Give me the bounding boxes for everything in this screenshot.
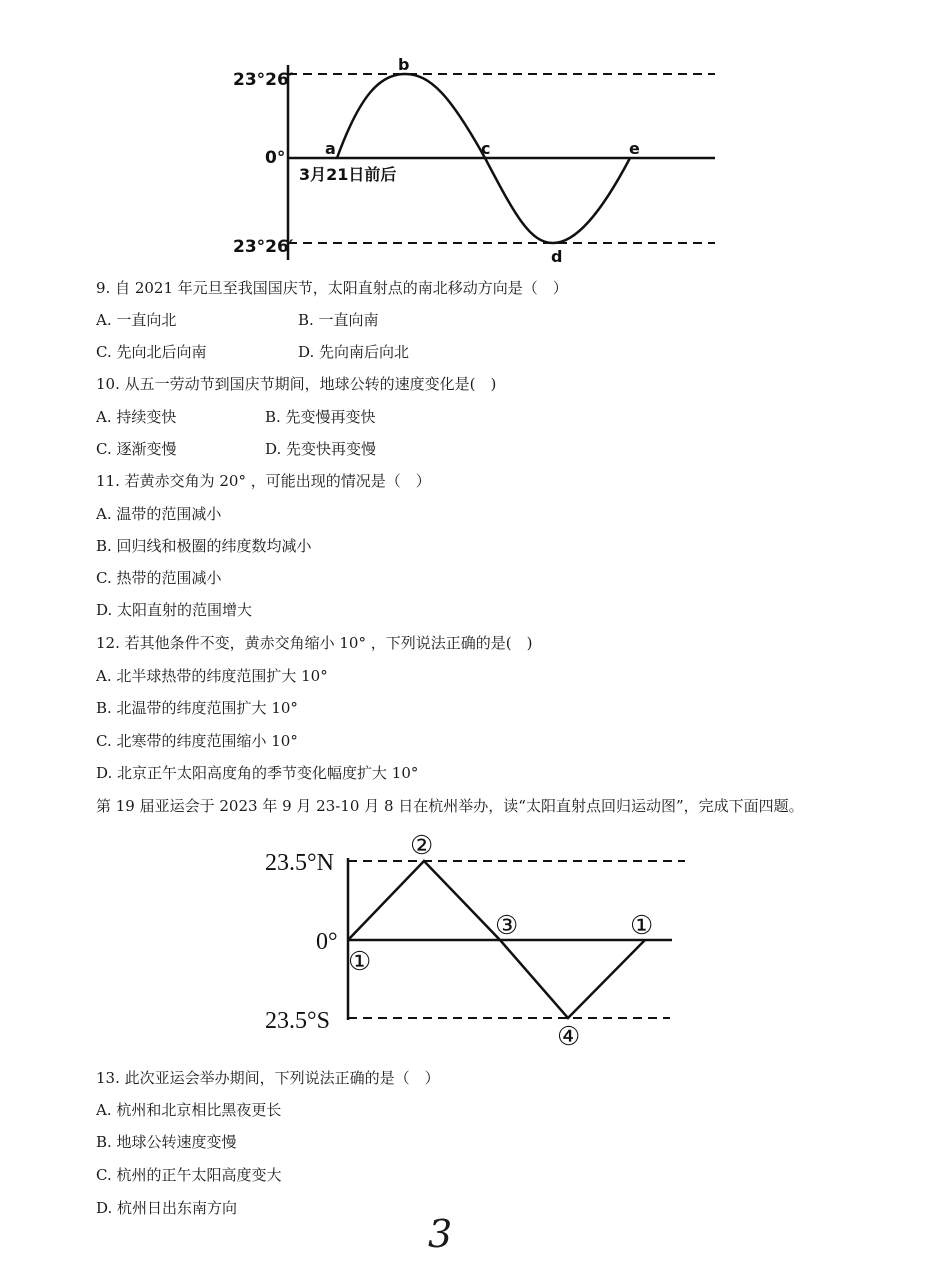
q13-option-d[interactable]: D. 杭州日出东南方向 bbox=[96, 1199, 238, 1217]
label-23-5-n: 23.5°N bbox=[265, 850, 334, 876]
q12-option-d[interactable]: D. 北京正午太阳高度角的季节变化幅度扩大 10° bbox=[96, 764, 419, 782]
marker-1-start: ① bbox=[348, 947, 372, 976]
figure-sun-declination-curve bbox=[225, 50, 725, 270]
question-10: 10. 从五一劳动节到国庆节期间，地球公转的速度变化是( ) bbox=[96, 375, 497, 393]
q10-option-c[interactable]: C. 逐渐变慢 bbox=[96, 440, 177, 458]
q12-option-c[interactable]: C. 北寒带的纬度范围缩小 10° bbox=[96, 732, 298, 750]
figure-sun-migration-diagram bbox=[260, 828, 700, 1053]
q11-option-c[interactable]: C. 热带的范围减小 bbox=[96, 569, 222, 587]
label-top: 23°26′ bbox=[233, 70, 294, 90]
q11-option-b[interactable]: B. 回归线和极圈的纬度数均减小 bbox=[96, 537, 312, 555]
date-label: 3月21日前后 bbox=[299, 165, 397, 184]
q9-option-b[interactable]: B. 一直向南 bbox=[298, 311, 379, 329]
q12-option-a[interactable]: A. 北半球热带的纬度范围扩大 10° bbox=[96, 667, 328, 685]
q13-option-a[interactable]: A. 杭州和北京相比黑夜更长 bbox=[96, 1101, 282, 1119]
label-zero: 0° bbox=[265, 148, 286, 168]
question-12: 12. 若其他条件不变，黄赤交角缩小 10° ，下列说法正确的是( ) bbox=[96, 634, 533, 652]
q9-option-d[interactable]: D. 先向南后向北 bbox=[298, 343, 410, 361]
question-11: 11. 若黄赤交角为 20° ，可能出现的情况是（ ） bbox=[96, 472, 431, 490]
page-number: 3 bbox=[428, 1212, 453, 1256]
q13-option-c[interactable]: C. 杭州的正午太阳高度变大 bbox=[96, 1166, 282, 1184]
q10-option-a[interactable]: A. 持续变快 bbox=[96, 408, 177, 426]
marker-3: ③ bbox=[495, 911, 519, 940]
point-b: b bbox=[398, 55, 410, 74]
marker-4: ④ bbox=[557, 1022, 581, 1051]
label-bottom: 23°26′ bbox=[233, 237, 294, 257]
point-e: e bbox=[629, 139, 640, 158]
q9-option-a[interactable]: A. 一直向北 bbox=[96, 311, 177, 329]
marker-1-end: ① bbox=[630, 911, 654, 940]
q13-option-b[interactable]: B. 地球公转速度变慢 bbox=[96, 1133, 237, 1151]
q11-option-d[interactable]: D. 太阳直射的范围增大 bbox=[96, 601, 253, 619]
q12-option-b[interactable]: B. 北温带的纬度范围扩大 10° bbox=[96, 699, 298, 717]
q10-option-d[interactable]: D. 先变快再变慢 bbox=[265, 440, 377, 458]
intro-text: 第 19 届亚运会于 2023 年 9 月 23-10 月 8 日在杭州举办，读“太阳直射点回归运动图”，完成下面四题。 bbox=[96, 797, 804, 815]
label-23-5-s: 23.5°S bbox=[265, 1008, 330, 1034]
marker-2: ② bbox=[410, 831, 434, 860]
point-c: c bbox=[481, 139, 491, 158]
question-9: 9. 自 2021 年元旦至我国国庆节，太阳直射点的南北移动方向是（ ） bbox=[96, 279, 568, 297]
question-13: 13. 此次亚运会举办期间，下列说法正确的是（ ） bbox=[96, 1069, 440, 1087]
q11-option-a[interactable]: A. 温带的范围减小 bbox=[96, 505, 222, 523]
point-a: a bbox=[325, 139, 336, 158]
point-d: d bbox=[551, 247, 563, 266]
label-zero: 0° bbox=[316, 929, 338, 955]
q10-option-b[interactable]: B. 先变慢再变快 bbox=[265, 408, 376, 426]
q9-option-c[interactable]: C. 先向北后向南 bbox=[96, 343, 207, 361]
